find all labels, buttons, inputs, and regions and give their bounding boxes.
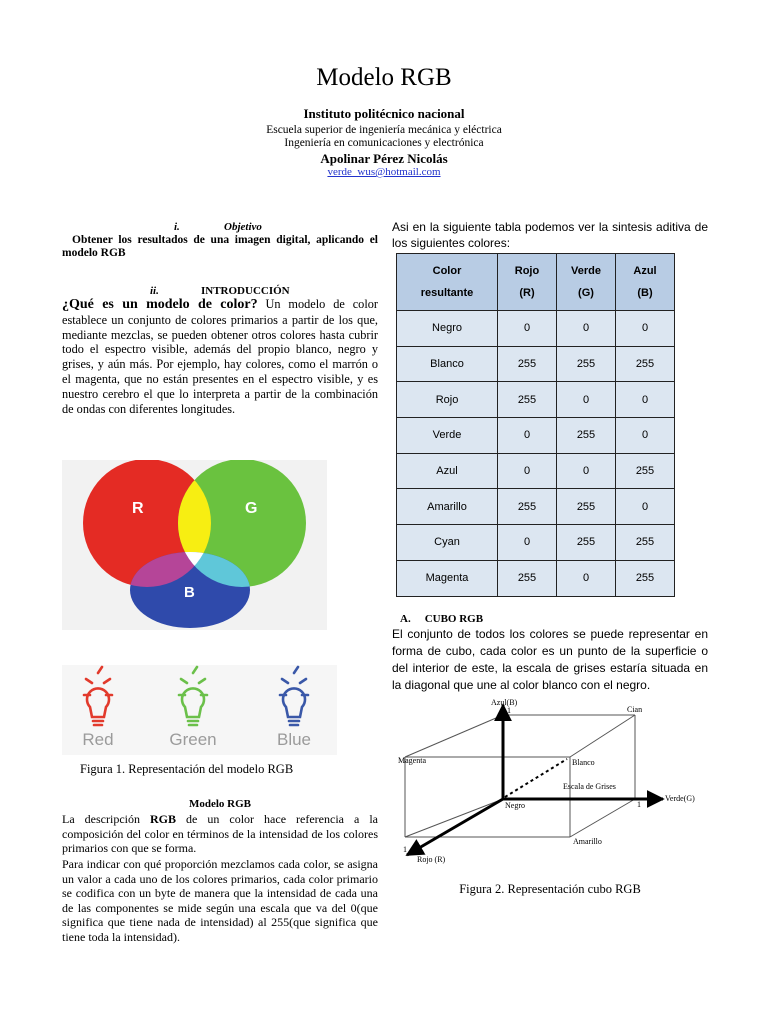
table-cell: 255 [557,525,616,561]
table-cell: Cyan [397,525,498,561]
institute-name: Instituto politécnico nacional [303,106,465,121]
cubo-paragraph: El conjunto de todos los colores se puede representar en forma de cubo, cada color es un punto de la superficie o del interior de este, la escala de grises estaría situada en la diagonal que une al color blanco con el negro. [392,627,708,692]
bulb-label-green: Green [169,730,217,749]
rgb-cube-diagram [395,697,720,865]
venn-label-b: B [184,584,195,601]
table-cell: 0 [616,311,675,347]
table-cell: 255 [498,346,557,382]
figure2-caption: Figura 2. Representación cubo RGB [459,882,641,896]
objective-text: Obtener los resultados de una imagen digital, aplicando el modelo RGB [62,234,378,259]
table-cell: Azul [397,453,498,489]
table-row [397,560,675,596]
cube-label-rojo: Rojo (R) [417,855,446,864]
cube-label-one-right: 1 [637,800,641,809]
author-email-link[interactable]: verde_wus@hotmail.com [327,166,441,178]
table-cell: 0 [498,453,557,489]
modelo-p1-post: de un color hace referencia a la composición del color en términos de la intensidad de los colores primarios con que se forma. [62,812,379,855]
cubo-heading [400,613,483,625]
cube-label-one-top: 1 [507,706,511,715]
table-cell: Amarillo [397,489,498,525]
page-title: Modelo RGB [316,64,452,91]
table-cell: Magenta [397,560,498,596]
table-cell: 255 [498,560,557,596]
table-row [397,489,675,525]
table-cell: 0 [557,453,616,489]
table-cell: 255 [616,453,675,489]
modelo-p1-bold: RGB [150,812,177,826]
table-cell: Verde [397,418,498,454]
intro-number: ii. [150,285,159,297]
cube-label-magenta: Magenta [398,756,426,765]
rgb-bulbs-figure [62,665,337,755]
table-cell: 0 [498,311,557,347]
table-cell: 255 [616,346,675,382]
school-name: Escuela superior de ingeniería mecánica y eléctrica [266,124,502,136]
table-header-row [397,254,675,311]
table-cell: 0 [616,489,675,525]
modelo-heading: Modelo RGB [188,798,252,810]
cubo-number: A. [400,613,411,625]
table-cell: 255 [616,560,675,596]
table-header-blue: Azul (B) [616,254,675,311]
table-row [397,382,675,418]
table-header-green: Verde (G) [557,254,616,311]
table-intro-text: Asi en la siguiente tabla podemos ver la sintesis aditiva de los siguientes colores: [392,220,708,250]
table-cell: 0 [557,382,616,418]
color-synthesis-table [396,253,675,597]
cubo-title: CUBO RGB [424,613,484,625]
table-row [397,418,675,454]
cube-label-azul: Azul(B) [491,698,518,707]
cube-label-escala: Escala de Grises [563,782,616,791]
table-cell: 0 [557,560,616,596]
intro-text: Un modelo de color establece un conjunto de colores primarios a partir de los que, mediante mezclas, se pueden obtener otros colores hasta cubrir todo el espectro visible, además del propio blanco, negro y grises, y aún más. Por ejemplo, hay colores, como el marrón o el magenta, que no están presentes en el espectro visible, y es nuestro cerebro el que lo interpreta a partir de la combinación de ondas con diferentes longitudes. [62,297,378,416]
cube-label-blanco: Blanco [572,758,595,767]
rgb-venn-diagram [62,460,327,630]
table-cell: 255 [498,489,557,525]
table-row [397,311,675,347]
objective-title: Objetivo [224,221,262,233]
objective-number: i. [174,221,180,233]
table-header-color: Color resultante [397,254,498,311]
table-cell: 0 [616,382,675,418]
table-cell: Blanco [397,346,498,382]
table-cell: 255 [557,346,616,382]
table-cell: 255 [557,489,616,525]
program-name: Ingeniería en comunicaciones y electrónica [284,137,484,149]
modelo-paragraph-2: Para indicar con qué proporción mezclamos cada color, se asigna un valor a cada uno de los colores primarios, cada color primario se codifica con un byte de manera que la intensidad de cada una de las componentes se mide según una escala que va del 0(que significa que tiene nada de intensidad) al 255(que significa que tiene toda la intensidad). [62,857,378,944]
table-row [397,525,675,561]
table-cell: 0 [616,418,675,454]
cube-label-amarillo: Amarillo [573,837,602,846]
table-cell: 255 [498,382,557,418]
bulb-label-blue: Blue [276,730,312,749]
venn-label-r: R [132,500,144,517]
venn-label-g: G [245,500,258,517]
modelo-paragraph-1 [62,812,378,856]
table-header-red: Rojo (R) [498,254,557,311]
table-row [397,453,675,489]
table-cell: 255 [557,418,616,454]
intro-question: ¿Qué es un modelo de color? [62,297,258,312]
table-row [397,346,675,382]
table-cell: 0 [498,418,557,454]
modelo-p1-pre: La descripción [62,812,150,826]
bulb-label-red: Red [82,730,114,749]
cube-label-negro: Negro [505,801,525,810]
intro-paragraph [62,297,378,416]
cube-label-one-left: 1 [403,845,407,854]
author-name: Apolinar Pérez Nicolás [320,151,448,166]
cube-label-cian: Cian [627,705,643,714]
table-cell: Negro [397,311,498,347]
table-cell: 255 [616,525,675,561]
table-cell: Rojo [397,382,498,418]
intro-title: INTRODUCCIÓN [201,285,290,297]
table-cell: 0 [498,525,557,561]
table-cell: 0 [557,311,616,347]
cube-label-verde: Verde(G) [665,794,695,803]
figure1-caption: Figura 1. Representación del modelo RGB [80,762,294,776]
